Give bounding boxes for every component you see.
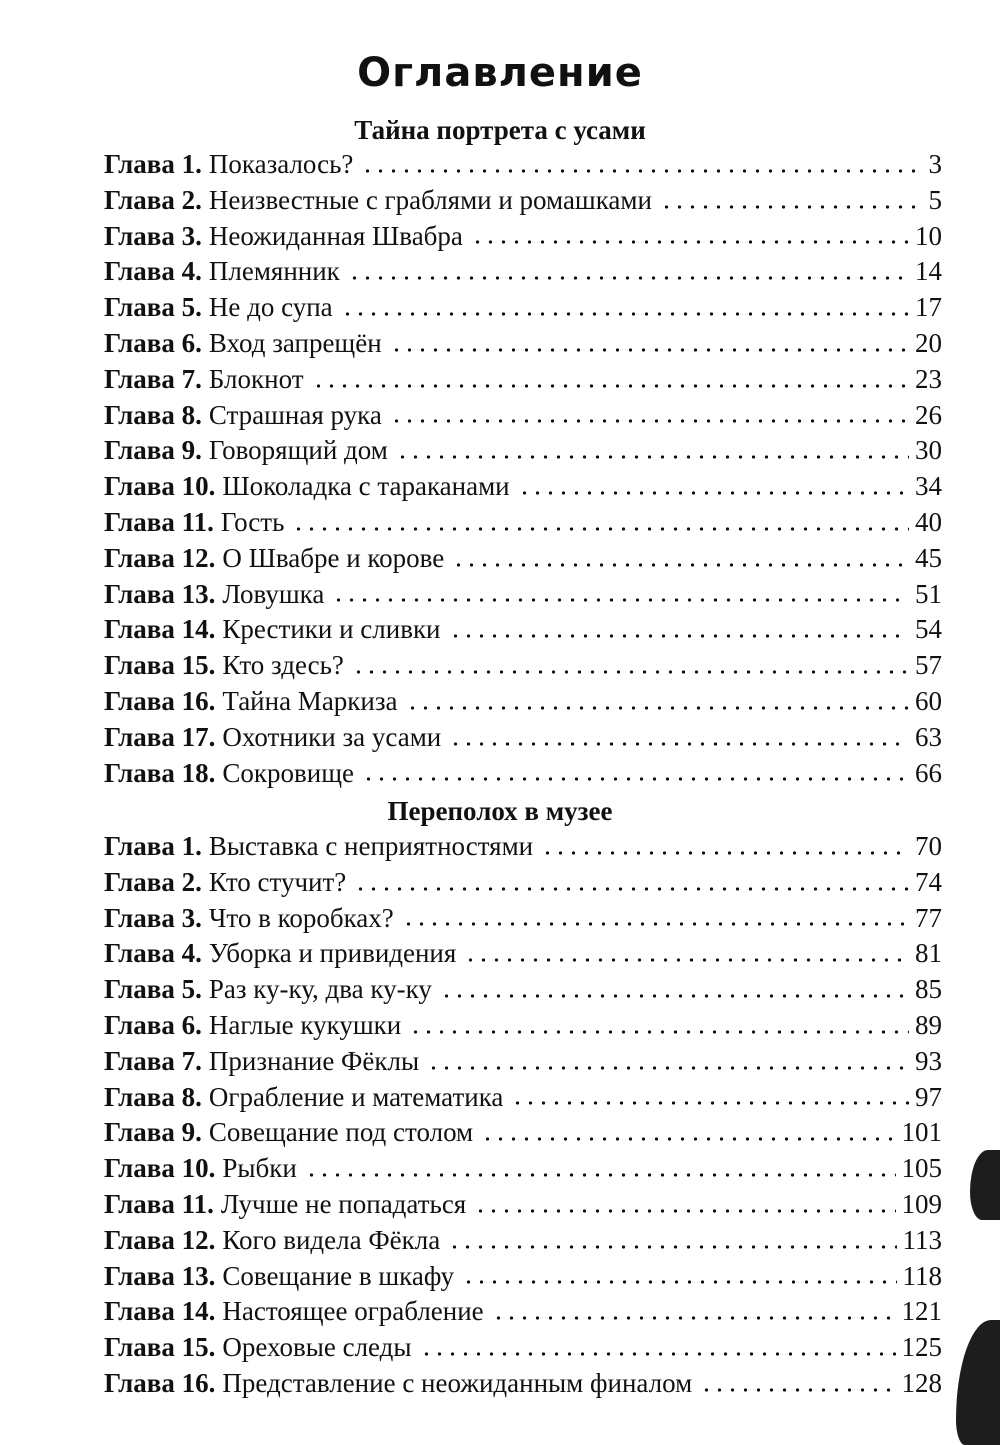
chapter-title: Крестики и сливки — [222, 614, 441, 645]
chapter-row — [104, 1044, 942, 1080]
chapter-label: Глава 2. — [104, 866, 202, 897]
chapter-label: Глава 5. — [104, 292, 202, 323]
page-number: 14 — [915, 256, 942, 287]
page-number: 118 — [902, 1260, 942, 1291]
chapter-title: Показалось? — [208, 149, 354, 179]
chapter-label: Глава 8. — [104, 399, 202, 430]
dot-leader — [341, 312, 909, 316]
chapter-label: Глава 4. — [104, 938, 202, 969]
chapter-label: Глава 9. — [104, 435, 202, 466]
page-number: 10 — [915, 220, 942, 251]
dot-leader — [305, 1173, 896, 1177]
dot-leader — [462, 1280, 896, 1284]
page-number: 125 — [901, 1332, 942, 1363]
dot-leader — [440, 994, 909, 998]
page-number: 97 — [915, 1081, 942, 1112]
chapter-row — [104, 1115, 942, 1151]
page-number: 26 — [915, 399, 942, 430]
chapter-row — [104, 612, 942, 648]
chapter-label: Глава 3. — [104, 220, 202, 251]
chapter-label: Глава 1. — [104, 149, 202, 179]
page-number: 128 — [901, 1367, 942, 1398]
chapter-row — [104, 720, 942, 756]
chapter-row — [104, 183, 942, 219]
dot-leader — [348, 276, 909, 280]
chapter-title: Что в коробках? — [208, 902, 394, 933]
dot-leader — [396, 455, 909, 459]
dot-leader — [352, 670, 909, 674]
chapter-label: Глава 3. — [104, 902, 202, 933]
chapter-title: Неизвестные с граблями и ромашками — [208, 184, 652, 215]
chapter-label: Глава 6. — [104, 327, 202, 358]
chapter-title: Кто здесь? — [222, 650, 344, 681]
chapter-label: Глава 9. — [104, 1117, 202, 1148]
chapter-label: Глава 14. — [104, 614, 216, 645]
page-number: 70 — [915, 831, 942, 861]
dot-leader — [481, 1137, 895, 1141]
chapter-label: Глава 7. — [104, 1045, 202, 1076]
page-number: 74 — [915, 866, 942, 897]
chapter-title: Тайна Маркиза — [222, 685, 398, 716]
page-number: 81 — [915, 938, 942, 969]
chapter-label: Глава 1. — [104, 831, 202, 861]
chapter-label: Глава 13. — [104, 578, 216, 609]
page-number: 109 — [901, 1188, 942, 1219]
page-title: Оглавление — [357, 50, 643, 96]
chapter-row — [104, 1366, 942, 1402]
chapter-row — [104, 398, 942, 434]
chapter-row — [104, 1187, 942, 1223]
chapter-title: Рыбки — [222, 1153, 297, 1184]
page-number: 23 — [915, 363, 942, 394]
chapter-label: Глава 16. — [104, 685, 216, 716]
page-number: 20 — [915, 327, 942, 358]
chapter-label: Глава 4. — [104, 256, 202, 287]
chapter-title: Ограбление и математика — [208, 1081, 504, 1112]
page-number: 54 — [915, 614, 942, 645]
chapter-title: Признание Фёклы — [208, 1045, 420, 1076]
chapter-title: Неожиданная Швабра — [208, 220, 463, 251]
chapter-row — [104, 936, 942, 972]
chapter-row — [104, 505, 942, 541]
chapter-title: Шоколадка с тараканами — [222, 471, 510, 502]
dot-leader — [541, 851, 909, 855]
chapter-title: Настоящее ограбление — [222, 1296, 484, 1327]
page-number: 51 — [915, 578, 942, 609]
chapter-label: Глава 16. — [104, 1367, 216, 1398]
dot-leader — [312, 384, 909, 388]
chapter-label: Глава 11. — [104, 506, 214, 537]
chapter-list — [104, 829, 942, 1402]
dot-leader — [409, 1030, 909, 1034]
chapter-row — [104, 290, 942, 326]
page-number: 85 — [915, 974, 942, 1005]
chapter-row — [104, 648, 942, 684]
ink-illustration-fragment — [970, 1150, 1000, 1220]
section-title: Тайна портрета с усами — [354, 115, 646, 145]
chapter-title: Вход запрещён — [208, 327, 382, 358]
chapter-title: Ловушка — [222, 578, 325, 609]
chapter-label: Глава 17. — [104, 721, 216, 752]
page-number: 34 — [915, 471, 942, 502]
chapter-label: Глава 15. — [104, 650, 216, 681]
chapter-title: Страшная рука — [208, 399, 382, 430]
chapter-row — [104, 1294, 942, 1330]
page-number: 66 — [915, 757, 942, 788]
chapter-title: Совещание под столом — [208, 1117, 474, 1148]
dot-leader — [427, 1066, 909, 1070]
page-number: 60 — [915, 685, 942, 716]
chapter-title: Говорящий дом — [208, 435, 388, 466]
dot-leader — [660, 205, 916, 209]
chapter-row — [104, 1080, 942, 1116]
page-number: 57 — [915, 650, 942, 681]
dot-leader — [390, 419, 909, 423]
chapter-label: Глава 12. — [104, 542, 216, 573]
page-number: 17 — [915, 292, 942, 323]
chapter-row — [104, 541, 942, 577]
dot-leader — [449, 742, 909, 746]
page-number: 121 — [901, 1296, 942, 1327]
page-number: 101 — [901, 1117, 942, 1148]
chapter-row — [104, 756, 942, 792]
chapter-title: Кого видела Фёкла — [222, 1224, 441, 1255]
chapter-title: Охотники за усами — [222, 721, 442, 752]
chapter-title: Уборка и привидения — [208, 938, 457, 969]
chapter-title: Гость — [220, 506, 285, 537]
page-number: 30 — [915, 435, 942, 466]
chapter-label: Глава 2. — [104, 184, 202, 215]
dot-leader — [332, 598, 909, 602]
chapter-row — [104, 469, 942, 505]
dot-leader — [362, 777, 909, 781]
chapter-row — [104, 147, 942, 183]
dot-leader — [361, 169, 916, 173]
chapter-label: Глава 5. — [104, 974, 202, 1005]
page-number: 45 — [915, 542, 942, 573]
chapter-title: Блокнот — [208, 363, 304, 394]
chapter-title: Сокровище — [222, 757, 354, 788]
chapter-label: Глава 14. — [104, 1296, 216, 1327]
dot-leader — [452, 563, 909, 567]
page-number: 93 — [915, 1045, 942, 1076]
chapter-label: Глава 11. — [104, 1188, 214, 1219]
chapter-label: Глава 10. — [104, 471, 216, 502]
chapter-row — [104, 1330, 942, 1366]
ink-illustration-fragment — [956, 1320, 1000, 1445]
chapter-row — [104, 433, 942, 469]
chapter-row — [104, 684, 942, 720]
chapter-row — [104, 219, 942, 255]
chapter-title: Представление с неожиданным финалом — [222, 1367, 693, 1398]
dot-leader — [464, 958, 909, 962]
dot-leader — [448, 1245, 896, 1249]
dot-leader — [492, 1316, 896, 1320]
chapter-row — [104, 829, 942, 865]
chapter-label: Глава 18. — [104, 757, 216, 788]
chapter-list — [104, 147, 942, 791]
chapter-label: Глава 15. — [104, 1332, 216, 1363]
dot-leader — [406, 706, 909, 710]
chapter-label: Глава 7. — [104, 363, 202, 394]
chapter-label: Глава 8. — [104, 1081, 202, 1112]
chapter-row — [104, 1151, 942, 1187]
dot-leader — [474, 1209, 895, 1213]
chapter-title: Кто стучит? — [208, 866, 347, 897]
page-number: 40 — [915, 506, 942, 537]
chapter-row — [104, 577, 942, 613]
chapter-row — [104, 1223, 942, 1259]
chapter-row — [104, 362, 942, 398]
chapter-row — [104, 972, 942, 1008]
dot-leader — [518, 491, 909, 495]
page-number: 5 — [928, 184, 942, 215]
dot-leader — [354, 887, 909, 891]
chapter-row — [104, 1008, 942, 1044]
chapter-label: Глава 6. — [104, 1009, 202, 1040]
chapter-label: Глава 10. — [104, 1153, 216, 1184]
chapter-title: Не до супа — [208, 292, 333, 323]
chapter-label: Глава 12. — [104, 1224, 216, 1255]
chapter-label: Глава 13. — [104, 1260, 216, 1291]
chapter-title: Раз ку-ку, два ку-ку — [208, 974, 432, 1005]
section-title: Переполох в музее — [387, 796, 613, 826]
chapter-title: О Швабре и корове — [222, 542, 445, 573]
chapter-title: Племянник — [208, 256, 340, 287]
dot-leader — [292, 527, 909, 531]
chapter-row — [104, 254, 942, 290]
chapter-row — [104, 901, 942, 937]
page-number: 113 — [902, 1224, 942, 1255]
chapter-title: Наглые кукушки — [208, 1009, 402, 1040]
chapter-row — [104, 326, 942, 362]
page-number: 105 — [901, 1153, 942, 1184]
dot-leader — [402, 922, 909, 926]
chapter-title: Ореховые следы — [222, 1332, 412, 1363]
page-number: 89 — [915, 1009, 942, 1040]
chapter-title: Лучше не попадаться — [220, 1188, 467, 1219]
chapter-title: Выставка с неприятностями — [208, 831, 534, 861]
dot-leader — [390, 348, 909, 352]
page-number: 3 — [928, 149, 942, 179]
dot-leader — [449, 634, 909, 638]
chapter-row — [104, 1259, 942, 1295]
page-number: 63 — [915, 721, 942, 752]
dot-leader — [700, 1388, 895, 1392]
dot-leader — [471, 240, 909, 244]
dot-leader — [420, 1352, 896, 1356]
chapter-row — [104, 865, 942, 901]
page-number: 77 — [915, 902, 942, 933]
dot-leader — [511, 1101, 909, 1105]
chapter-title: Совещание в шкафу — [222, 1260, 455, 1291]
